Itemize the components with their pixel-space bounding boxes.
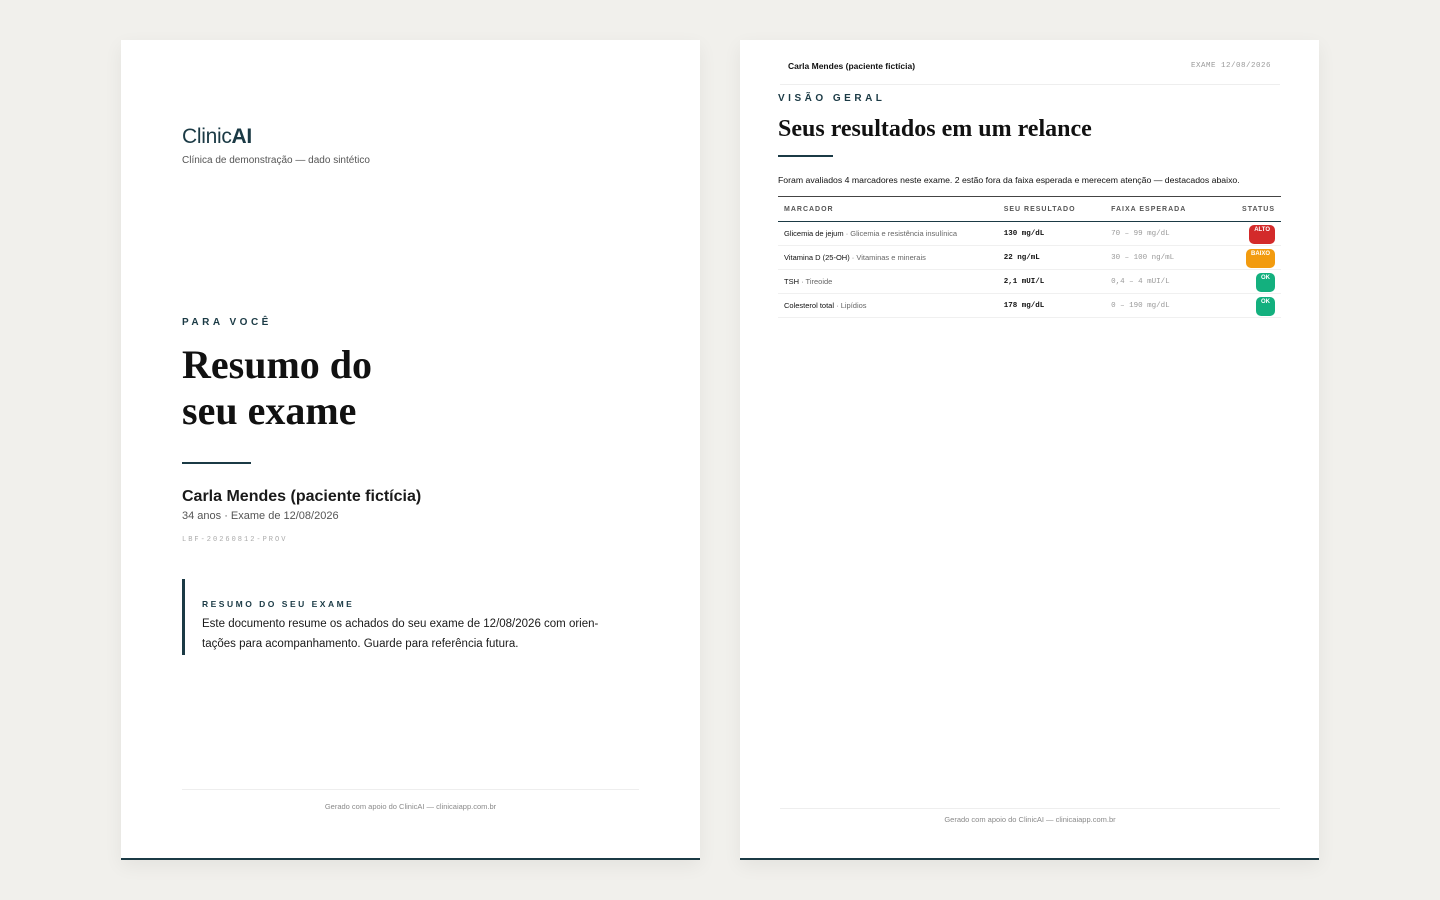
overview-kicker: VISÃO GERAL	[778, 93, 886, 104]
document-page-cover	[121, 40, 700, 860]
marker-cell	[778, 246, 998, 270]
footer-divider	[780, 808, 1280, 809]
status-cell	[1236, 294, 1281, 318]
overview-intro: Foram avaliados 4 marcadores neste exame. 2 estão fora da faixa esperada e merecem atenção — destacados abaixo.	[778, 175, 1240, 185]
status-badge: BAIXO	[1246, 249, 1275, 268]
marker-name: Colesterol total	[784, 301, 835, 310]
marker-name: Glicemia de jejum	[784, 229, 844, 238]
overview-title: Seus resultados em um relance	[778, 116, 1092, 142]
result-value: 22 ng/mL	[998, 246, 1105, 270]
marker-cell	[778, 270, 998, 294]
col-range: FAIXA ESPERADA	[1105, 197, 1236, 222]
footer-text: Gerado com apoio do ClinicAI — clinicaiapp.com.br	[324, 802, 497, 811]
status-cell	[1236, 270, 1281, 294]
summary-callout	[182, 579, 605, 655]
cover-title-line2: seu exame	[182, 388, 357, 433]
cover-kicker: PARA VOCÊ	[182, 317, 272, 328]
status-badge: ALTO	[1249, 225, 1275, 244]
marker-category: · Glicemia e resistência insulínica	[843, 229, 957, 238]
results-table	[778, 196, 1281, 318]
col-result: SEU RESULTADO	[998, 197, 1105, 222]
marker-category: · Vitaminas e minerais	[849, 253, 926, 262]
table-row	[778, 294, 1281, 318]
status-badge: OK	[1256, 297, 1275, 316]
cover-title	[182, 342, 482, 434]
result-value: 2,1 mUI/L	[998, 270, 1105, 294]
footer-divider	[182, 789, 639, 790]
table-row	[778, 222, 1281, 246]
reference-range: 0 – 190 mg/dL	[1105, 294, 1236, 318]
table-row	[778, 246, 1281, 270]
reference-range: 30 – 100 ng/mL	[1105, 246, 1236, 270]
table-header-row	[778, 197, 1281, 222]
document-page-overview	[740, 40, 1319, 860]
marker-name: Vitamina D (25-OH)	[784, 253, 850, 262]
callout-title: RESUMO DO SEU EXAME	[202, 599, 355, 609]
header-exam-date: EXAME 12/08/2026	[1190, 62, 1271, 70]
title-divider	[778, 155, 833, 157]
marker-cell	[778, 294, 998, 318]
status-cell	[1236, 222, 1281, 246]
marker-cell	[778, 222, 998, 246]
title-divider	[182, 462, 251, 464]
marker-name: TSH	[784, 277, 799, 286]
reference-range: 0,4 – 4 mUI/L	[1105, 270, 1236, 294]
brand-prefix: Clinic	[182, 125, 232, 148]
patient-meta: 34 anos · Exame de 12/08/2026	[182, 510, 339, 522]
marker-category: · Tireoide	[799, 277, 833, 286]
result-value: 178 mg/dL	[998, 294, 1105, 318]
table-row	[778, 270, 1281, 294]
header-divider	[780, 84, 1280, 85]
reference-range: 70 – 99 mg/dL	[1105, 222, 1236, 246]
patient-id: LBF-20260812-PROV	[182, 536, 288, 544]
brand-suffix: AI	[231, 125, 252, 148]
status-cell	[1236, 246, 1281, 270]
col-status: STATUS	[1236, 197, 1281, 222]
brand-subtitle: Clínica de demonstração — dado sintético	[182, 155, 370, 166]
marker-category: · Lipídios	[834, 301, 867, 310]
col-marker: MARCADOR	[778, 197, 998, 222]
result-value: 130 mg/dL	[998, 222, 1105, 246]
callout-text: Este documento resume os achados do seu exame de 12/08/2026 com orien-tações para acompanhamento. Guarde para referência futura.	[202, 618, 599, 650]
header-patient-name: Carla Mendes (paciente fictícia)	[788, 61, 916, 71]
cover-title-line1: Resumo do	[182, 342, 373, 387]
patient-name: Carla Mendes (paciente fictícia)	[182, 488, 422, 505]
brand-logo	[182, 125, 252, 149]
footer-text: Gerado com apoio do ClinicAI — clinicaiapp.com.br	[944, 815, 1116, 824]
status-badge: OK	[1256, 273, 1275, 292]
